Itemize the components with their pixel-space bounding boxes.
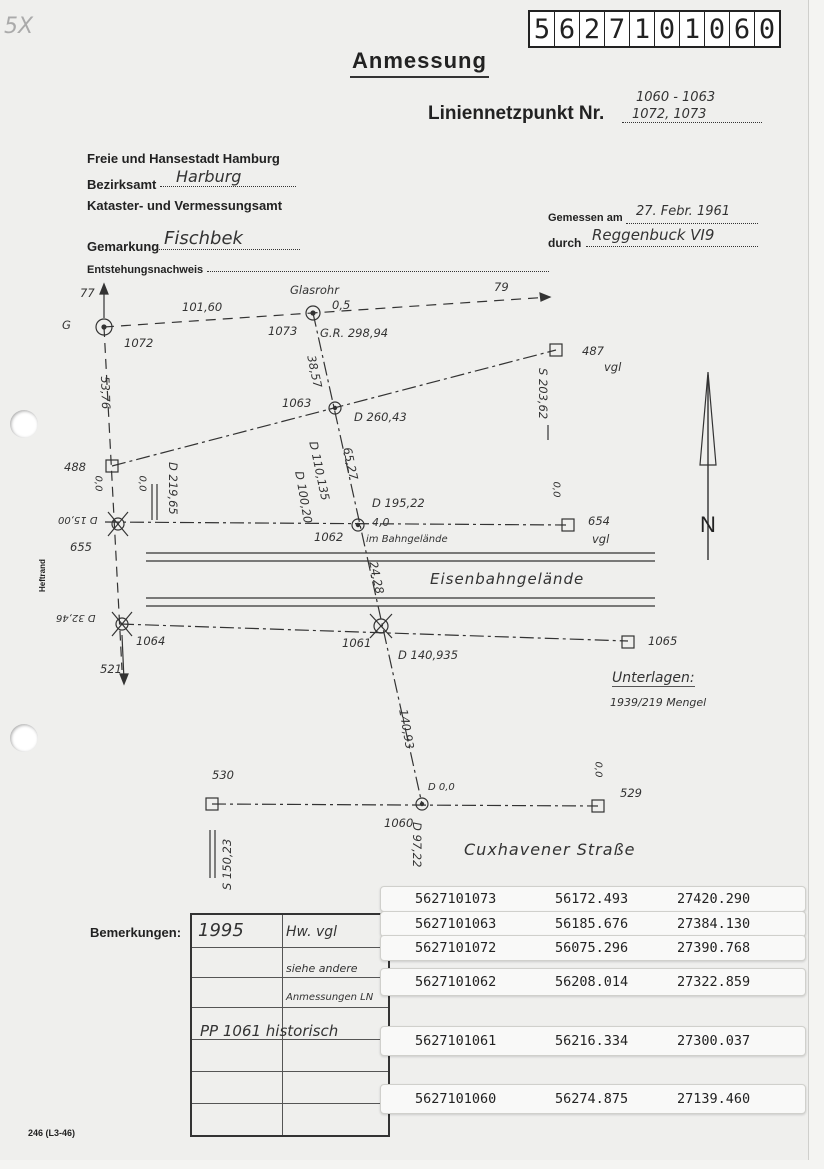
form-code: 246 (L3-46) bbox=[28, 1128, 76, 1138]
label-vgl-654: vgl bbox=[592, 532, 610, 546]
north-label: N bbox=[700, 512, 716, 537]
label-53-76: 53,76 bbox=[98, 376, 114, 410]
label-s150-23: S 150,23 bbox=[220, 838, 234, 890]
label-0-0-c: 0,0 bbox=[550, 481, 562, 498]
authority: Freie und Hansestadt Hamburg bbox=[87, 151, 280, 166]
doc-digit: 1 bbox=[680, 12, 705, 46]
coord-x: 56172.493 bbox=[555, 891, 629, 907]
label-655: 655 bbox=[70, 540, 92, 554]
label-eisenbahn: Eisenbahngelände bbox=[430, 570, 585, 588]
coord-y: 27384.130 bbox=[677, 916, 751, 932]
coordinate-strip bbox=[380, 886, 806, 912]
heftrand-label: Heftrand bbox=[38, 559, 47, 592]
label-1072: 1072 bbox=[124, 336, 154, 350]
liniennetzpunkt-value-2: 1072, 1073 bbox=[632, 107, 707, 122]
doc-digit: 0 bbox=[655, 12, 680, 46]
label-unterlagen-value: 1939/219 Mengel bbox=[610, 696, 707, 709]
label-38-57: 38,57 bbox=[304, 354, 325, 390]
label-d0-0-d: D 0,0 bbox=[428, 782, 455, 793]
entstehung-label: Entstehungsnachweis bbox=[87, 264, 204, 276]
gemarkung-label: Gemarkung bbox=[87, 239, 160, 254]
label-d32-46: D 32,46 bbox=[56, 612, 96, 623]
coord-x: 56208.014 bbox=[555, 974, 629, 990]
coord-y: 27322.859 bbox=[677, 974, 751, 990]
coord-id: 5627101060 bbox=[415, 1091, 497, 1107]
coord-id: 5627101072 bbox=[415, 940, 497, 956]
coord-id: 5627101061 bbox=[415, 1033, 497, 1049]
coordinate-strip bbox=[380, 1026, 806, 1056]
label-d40: 4,0 bbox=[372, 516, 390, 529]
label-1061: 1061 bbox=[342, 636, 372, 650]
label-d195-22: D 195,22 bbox=[372, 496, 425, 510]
coord-y: 27390.768 bbox=[677, 940, 751, 956]
coord-id: 5627101073 bbox=[415, 891, 497, 907]
line-1072-1073 bbox=[104, 297, 550, 327]
label-vgl-487: vgl bbox=[604, 360, 622, 374]
doc-digit: 0 bbox=[758, 13, 776, 45]
label-79: 79 bbox=[494, 280, 509, 294]
label-unterlagen: Unterlagen: bbox=[612, 670, 695, 686]
remarks-text-3: Anmessungen LN bbox=[286, 992, 374, 1003]
label-d110-135: D 110,135 bbox=[306, 440, 333, 502]
doc-digit: 2 bbox=[580, 12, 605, 46]
label-glasrohr-value: 0,5 bbox=[332, 298, 351, 312]
point-1065 bbox=[622, 636, 634, 648]
doc-digit: 1 bbox=[630, 12, 655, 46]
label-0-0-e: 0,0 bbox=[592, 761, 604, 778]
label-1065: 1065 bbox=[648, 634, 678, 648]
liniennetzpunkt-value-1: 1060 - 1063 bbox=[636, 90, 716, 105]
bezirksamt-label: Bezirksamt bbox=[87, 177, 157, 192]
label-487: 487 bbox=[582, 344, 604, 358]
coord-y: 27139.460 bbox=[677, 1091, 751, 1107]
label-654: 654 bbox=[588, 514, 610, 528]
doc-digit: 7 bbox=[605, 12, 630, 46]
label-d15-00: D 15,00 bbox=[58, 514, 98, 525]
remarks-label: Bemerkungen: bbox=[90, 925, 182, 940]
office: Kataster- und Vermessungsamt bbox=[87, 198, 283, 213]
label-488: 488 bbox=[64, 460, 86, 474]
label-140-93: 140,93 bbox=[396, 708, 417, 751]
coordinate-strip bbox=[380, 1084, 806, 1114]
arrow-77-icon bbox=[100, 284, 108, 294]
liniennetzpunkt-label: Liniennetzpunkt Nr. bbox=[428, 103, 605, 124]
label-0-0-a: 0,0 bbox=[92, 475, 104, 492]
label-glasrohr: Glasrohr bbox=[290, 283, 339, 297]
coord-x: 56185.676 bbox=[555, 916, 629, 932]
gemessen-label: Gemessen am bbox=[548, 212, 623, 224]
label-d219-65: D 219,65 bbox=[166, 462, 180, 515]
gemessen-value: 27. Febr. 1961 bbox=[636, 204, 731, 219]
label-g: G bbox=[62, 318, 71, 332]
label-d140-935: D 140,935 bbox=[398, 648, 459, 662]
label-d260-43: D 260,43 bbox=[354, 410, 407, 424]
remarks-text-1: Hw. vgl bbox=[286, 924, 338, 940]
label-strasse: Cuxhavener Straße bbox=[464, 840, 636, 859]
doc-digit: 6 bbox=[730, 12, 755, 46]
coord-x: 56274.875 bbox=[555, 1091, 629, 1107]
coord-id: 5627101062 bbox=[415, 974, 497, 990]
coordinate-strip bbox=[380, 968, 806, 996]
label-gr-298-94: G.R. 298,94 bbox=[320, 326, 389, 340]
label-d97-22: D 97,22 bbox=[410, 822, 424, 868]
coord-y: 27300.037 bbox=[677, 1033, 751, 1049]
label-d100-20: D 100,20 bbox=[292, 470, 316, 525]
label-1063: 1063 bbox=[282, 396, 312, 410]
label-521: 521 bbox=[100, 662, 122, 676]
page-title: Anmessung bbox=[350, 48, 489, 78]
durch-value: Reggenbuck VI9 bbox=[592, 226, 715, 244]
label-1064: 1064 bbox=[136, 634, 166, 648]
coord-x: 56216.334 bbox=[555, 1033, 629, 1049]
label-s203-62: S 203,62 bbox=[536, 368, 550, 420]
label-529: 529 bbox=[620, 786, 642, 800]
gemarkung-value: Fischbek bbox=[164, 228, 243, 249]
label-65-27: 65,27 bbox=[340, 446, 361, 482]
coord-id: 5627101063 bbox=[415, 916, 497, 932]
label-1073: 1073 bbox=[268, 324, 298, 338]
coordinate-strip bbox=[380, 911, 806, 937]
coord-y: 27420.290 bbox=[677, 891, 751, 907]
label-101-60: 101,60 bbox=[182, 300, 223, 314]
line-530-529 bbox=[212, 804, 598, 806]
label-77: 77 bbox=[80, 286, 95, 300]
doc-digit: 0 bbox=[705, 12, 730, 46]
bezirksamt-value: Harburg bbox=[176, 167, 242, 186]
doc-digit: 6 bbox=[555, 12, 580, 46]
label-530: 530 bbox=[212, 768, 234, 782]
remarks-text-2: siehe andere bbox=[286, 962, 358, 975]
label-1060: 1060 bbox=[384, 816, 414, 830]
arrow-79-icon bbox=[540, 293, 550, 301]
remarks-year: 1995 bbox=[198, 920, 244, 941]
label-1062: 1062 bbox=[314, 530, 344, 544]
label-0-0-b: 0,0 bbox=[136, 475, 148, 492]
coord-x: 56075.296 bbox=[555, 940, 629, 956]
coordinate-strip bbox=[380, 935, 806, 961]
remarks-text-4: PP 1061 historisch bbox=[200, 1022, 339, 1040]
doc-digit: 5 bbox=[530, 12, 555, 46]
line-655-654 bbox=[105, 522, 566, 525]
durch-label: durch bbox=[548, 236, 582, 250]
label-24-28: 24,28 bbox=[366, 560, 387, 596]
label-im-bahngelaende: im Bahngelände bbox=[366, 534, 448, 545]
corner-mark: 5X bbox=[4, 14, 34, 39]
